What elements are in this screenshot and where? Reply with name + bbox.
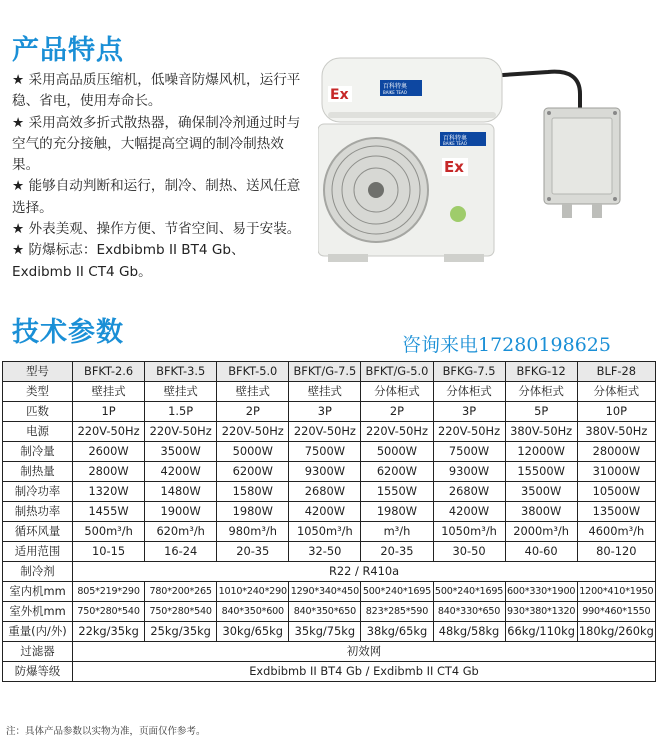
hotline: 咨询来电17280198625 xyxy=(402,334,611,356)
table-cell: 25kg/35kg xyxy=(145,622,217,642)
row-label: 制冷剂 xyxy=(3,562,73,582)
table-cell: 壁挂式 xyxy=(289,382,361,402)
table-cell: 500m³/h xyxy=(73,522,145,542)
table-cell: 30-50 xyxy=(433,542,505,562)
table-cell: 7500W xyxy=(289,442,361,462)
table-cell: BFKT-2.6 xyxy=(73,362,145,382)
table-cell: 4600m³/h xyxy=(577,522,655,542)
table-cell: 9300W xyxy=(289,462,361,482)
row-label: 适用范围 xyxy=(3,542,73,562)
table-cell: 980m³/h xyxy=(217,522,289,542)
table-cell: 2P xyxy=(361,402,433,422)
row-label: 室外机mm xyxy=(3,602,73,622)
table-cell: 1980W xyxy=(217,502,289,522)
table-cell: 1900W xyxy=(145,502,217,522)
row-label: 制冷功率 xyxy=(3,482,73,502)
table-cell: 壁挂式 xyxy=(217,382,289,402)
filter-value: 初效网 xyxy=(73,642,656,662)
table-cell: 930*380*1320 xyxy=(505,602,577,622)
table-cell: BFKT/G-7.5 xyxy=(289,362,361,382)
table-cell: 1290*340*450 xyxy=(289,582,361,602)
table-cell: 4200W xyxy=(145,462,217,482)
table-cell: BFKT-5.0 xyxy=(217,362,289,382)
row-outdoor-dim xyxy=(3,602,656,622)
table-cell: BFKG-7.5 xyxy=(433,362,505,382)
table-cell: BLF-28 xyxy=(577,362,655,382)
table-cell: 600*330*1900 xyxy=(505,582,577,602)
table-cell: 6200W xyxy=(361,462,433,482)
table-cell: 10-15 xyxy=(73,542,145,562)
table-cell: 220V-50Hz xyxy=(73,422,145,442)
footnote: 注：具体产品参数以实物为准，页面仅作参考。 xyxy=(6,726,206,737)
table-cell: 1050m³/h xyxy=(289,522,361,542)
table-cell: m³/h xyxy=(361,522,433,542)
table-cell: 220V-50Hz xyxy=(217,422,289,442)
table-cell: 840*350*650 xyxy=(289,602,361,622)
table-cell: 3P xyxy=(433,402,505,422)
row-refrigerant xyxy=(3,562,656,582)
feature-item: ★ 采用高品质压缩机，低噪音防爆风机，运行平稳、省电，使用寿命长。 xyxy=(12,72,301,110)
table-cell: 32-50 xyxy=(289,542,361,562)
table-row xyxy=(3,462,656,482)
refrigerant-value: R22 / R410a xyxy=(73,562,656,582)
table-cell: 30kg/65kg xyxy=(217,622,289,642)
table-cell: 10500W xyxy=(577,482,655,502)
table-cell: 分体柜式 xyxy=(577,382,655,402)
table-cell: BFKG-12 xyxy=(505,362,577,382)
table-cell: 840*330*650 xyxy=(433,602,505,622)
table-cell: 80-120 xyxy=(577,542,655,562)
table-cell: 4200W xyxy=(289,502,361,522)
table-cell: 220V-50Hz xyxy=(289,422,361,442)
spec-table xyxy=(2,361,656,682)
table-cell: 2800W xyxy=(73,462,145,482)
table-row xyxy=(3,542,656,562)
svg-text:Ex: Ex xyxy=(330,87,349,103)
outdoor-unit xyxy=(318,124,494,262)
row-label: 电源 xyxy=(3,422,73,442)
table-cell: 38kg/65kg xyxy=(361,622,433,642)
table-cell: 壁挂式 xyxy=(73,382,145,402)
table-cell: 620m³/h xyxy=(145,522,217,542)
row-explosion-grade xyxy=(3,662,656,682)
table-cell: 1.5P xyxy=(145,402,217,422)
svg-text:Ex: Ex xyxy=(444,158,464,176)
table-cell: 1050m³/h xyxy=(433,522,505,542)
table-cell: 分体柜式 xyxy=(505,382,577,402)
table-cell: 28000W xyxy=(577,442,655,462)
svg-text:百科特奥: 百科特奥 xyxy=(383,83,408,90)
table-cell: 1550W xyxy=(361,482,433,502)
table-cell: 20-35 xyxy=(361,542,433,562)
svg-text:BAIKE TEAO: BAIKE TEAO xyxy=(383,90,407,95)
table-cell: 22kg/35kg xyxy=(73,622,145,642)
table-cell: 380V-50Hz xyxy=(577,422,655,442)
features-list xyxy=(12,70,302,283)
table-cell: BFKT-3.5 xyxy=(145,362,217,382)
svg-text:百科特奥: 百科特奥 xyxy=(443,135,468,142)
table-cell: BFKT/G-5.0 xyxy=(361,362,433,382)
table-cell: 380V-50Hz xyxy=(505,422,577,442)
table-cell: 5000W xyxy=(361,442,433,462)
table-cell: 13500W xyxy=(577,502,655,522)
table-cell: 2P xyxy=(217,402,289,422)
table-cell: 16-24 xyxy=(145,542,217,562)
table-cell: 分体柜式 xyxy=(433,382,505,402)
feature-item: ★ 外表美观、操作方便、节省空间、易于安装。 xyxy=(12,221,301,238)
table-cell: 40-60 xyxy=(505,542,577,562)
table-cell: 1480W xyxy=(145,482,217,502)
table-cell: 500*240*1695 xyxy=(361,582,433,602)
junction-box xyxy=(544,108,620,218)
table-cell: 1P xyxy=(73,402,145,422)
table-cell: 5000W xyxy=(217,442,289,462)
table-cell: 3800W xyxy=(505,502,577,522)
svg-text:BAIKE TEAO: BAIKE TEAO xyxy=(443,141,467,146)
table-cell: 壁挂式 xyxy=(145,382,217,402)
row-filter xyxy=(3,642,656,662)
table-row xyxy=(3,522,656,542)
table-cell: 分体柜式 xyxy=(361,382,433,402)
table-cell: 990*460*1550 xyxy=(577,602,655,622)
table-cell: 780*200*265 xyxy=(145,582,217,602)
specs-heading: 技术参数 xyxy=(12,317,124,348)
table-cell: 48kg/58kg xyxy=(433,622,505,642)
row-label: 重量(内/外) xyxy=(3,622,73,642)
feature-item: ★ 采用高效多折式散热器，确保制冷剂通过时与空气的充分接触，大幅提高空调的制冷制热效果。 xyxy=(12,114,301,174)
table-row xyxy=(3,382,656,402)
table-cell: 31000W xyxy=(577,462,655,482)
table-cell: 823*285*590 xyxy=(361,602,433,622)
table-cell: 15500W xyxy=(505,462,577,482)
table-cell: 1010*240*290 xyxy=(217,582,289,602)
table-row xyxy=(3,422,656,442)
table-cell: 3P xyxy=(289,402,361,422)
table-cell: 220V-50Hz xyxy=(433,422,505,442)
table-cell: 220V-50Hz xyxy=(361,422,433,442)
table-cell: 6200W xyxy=(217,462,289,482)
table-cell: 840*350*600 xyxy=(217,602,289,622)
row-label: 匹数 xyxy=(3,402,73,422)
table-cell: 10P xyxy=(577,402,655,422)
table-cell: 20-35 xyxy=(217,542,289,562)
table-cell: 5P xyxy=(505,402,577,422)
table-cell: 750*280*540 xyxy=(145,602,217,622)
row-label: 制热功率 xyxy=(3,502,73,522)
table-row xyxy=(3,502,656,522)
table-cell: 1580W xyxy=(217,482,289,502)
table-row xyxy=(3,402,656,422)
row-label: 防爆等级 xyxy=(3,662,73,682)
table-cell: 1980W xyxy=(361,502,433,522)
table-cell: 2000m³/h xyxy=(505,522,577,542)
table-cell: 1455W xyxy=(73,502,145,522)
table-cell: 750*280*540 xyxy=(73,602,145,622)
row-indoor-dim xyxy=(3,582,656,602)
indoor-unit xyxy=(322,58,502,122)
table-cell: 3500W xyxy=(145,442,217,462)
row-weight xyxy=(3,622,656,642)
table-cell: 66kg/110kg xyxy=(505,622,577,642)
features-heading: 产品特点 xyxy=(12,35,124,66)
row-label: 制热量 xyxy=(3,462,73,482)
row-label: 类型 xyxy=(3,382,73,402)
table-cell: 12000W xyxy=(505,442,577,462)
table-row xyxy=(3,362,656,382)
feature-item: ★ 防爆标志：Exdbibmb II BT4 Gb、Exdibmb II CT4 Gb。 xyxy=(12,242,245,280)
table-cell: 9300W xyxy=(433,462,505,482)
table-cell: 500*240*1695 xyxy=(433,582,505,602)
table-cell: 4200W xyxy=(433,502,505,522)
table-cell: 180kg/260kg xyxy=(577,622,655,642)
table-cell: 805*219*290 xyxy=(73,582,145,602)
table-cell: 1320W xyxy=(73,482,145,502)
row-label: 制冷量 xyxy=(3,442,73,462)
table-cell: 7500W xyxy=(433,442,505,462)
table-row xyxy=(3,442,656,462)
row-label: 室内机mm xyxy=(3,582,73,602)
table-cell: 35kg/75kg xyxy=(289,622,361,642)
table-cell: 2680W xyxy=(289,482,361,502)
table-cell: 1200*410*1950 xyxy=(577,582,655,602)
table-row xyxy=(3,482,656,502)
product-photo xyxy=(318,54,656,274)
explosion-value: Exdbibmb II BT4 Gb / Exdibmb II CT4 Gb xyxy=(73,662,656,682)
row-label: 过滤器 xyxy=(3,642,73,662)
feature-item: ★ 能够自动判断和运行，制冷、制热、送风任意选择。 xyxy=(12,178,301,216)
row-label: 循环风量 xyxy=(3,522,73,542)
table-cell: 2600W xyxy=(73,442,145,462)
table-cell: 2680W xyxy=(433,482,505,502)
row-label: 型号 xyxy=(3,362,73,382)
table-cell: 3500W xyxy=(505,482,577,502)
table-cell: 220V-50Hz xyxy=(145,422,217,442)
